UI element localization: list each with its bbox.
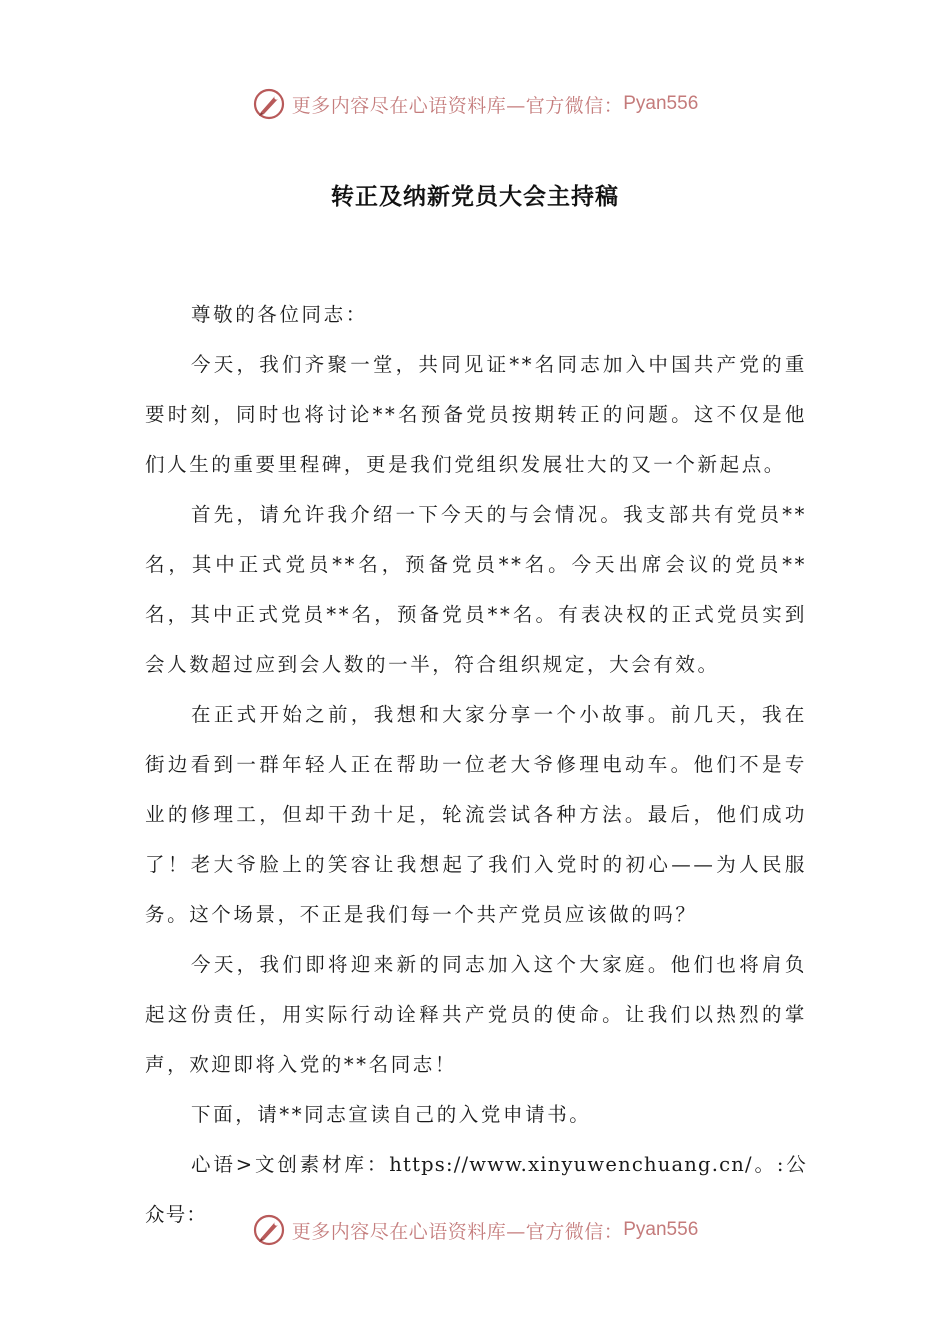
paragraph-opening: 今天，我们齐聚一堂，共同见证**名同志加入中国共产党的重要时刻，同时也将讨论**名预备党员按期转正的问题。这不仅是他们人生的重要里程碑，更是我们党组织发展壮大的又一个新起点。 [145, 353, 807, 476]
footer-watermark-banner [0, 1208, 950, 1252]
quill-logo-icon [252, 87, 286, 121]
banner-text: 更多内容尽在心语资料库—官方微信： [291, 94, 624, 117]
banner-wechat-id: Pyan556 [623, 1219, 699, 1240]
paragraph-attendance: 首先，请允许我介绍一下今天的与会情况。我支部共有党员**名，其中正式党员**名，预备党员**名。今天出席会议的党员**名，其中正式党员**名，预备党员**名。有表决权的正式党员实到会人数超过应到会人数的一半，符合组织规定，大会有效。 [145, 503, 807, 676]
paragraph-welcome: 今天，我们即将迎来新的同志加入这个大家庭。他们也将肩负起这份责任，用实际行动诠释共产党员的使命。让我们以热烈的掌声，欢迎即将入党的**名同志！ [145, 953, 807, 1076]
paragraph-source: 心语>文创素材库：https://www.xinyuwenchuang.cn/。:公众号： [145, 1153, 807, 1226]
quill-logo-icon [252, 1213, 286, 1247]
paragraph-story: 在正式开始之前，我想和大家分享一个小故事。前几天，我在街边看到一群年轻人正在帮助一位老大爷修理电动车。他们不是专业的修理工，但却干劲十足，轮流尝试各种方法。最后，他们成功了！老大爷脸上的笑容让我想起了我们入党时的初心——为人民服务。这个场景，不正是我们每一个共产党员应该做的吗？ [145, 703, 807, 926]
document-body [145, 290, 807, 1240]
banner-wechat-id: Pyan556 [623, 93, 699, 114]
header-watermark-banner [0, 82, 950, 126]
paragraph-salutation: 尊敬的各位同志： [191, 303, 368, 326]
banner-text: 更多内容尽在心语资料库—官方微信： [291, 1220, 624, 1243]
paragraph-next: 下面，请**同志宣读自己的入党申请书。 [191, 1103, 592, 1126]
document-title: 转正及纳新党员大会主持稿 [331, 184, 619, 210]
